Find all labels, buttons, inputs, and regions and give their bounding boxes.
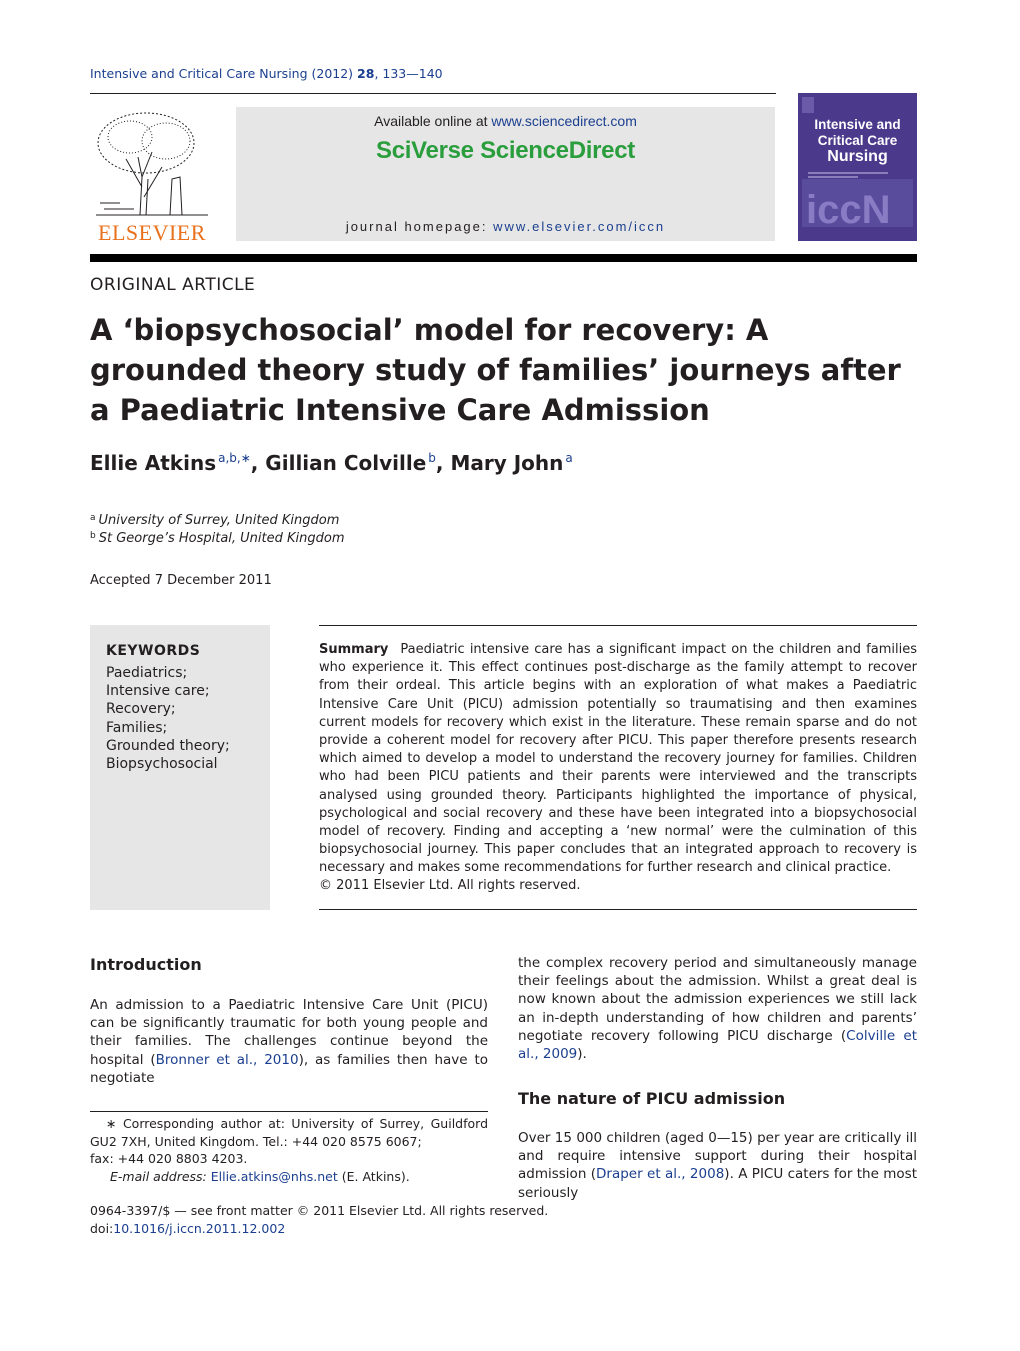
citation-volume: 28	[357, 66, 375, 81]
citation-journal: Intensive and Critical Care Nursing (2012)	[90, 66, 358, 81]
keyword-item: Grounded theory;	[106, 737, 230, 754]
available-prefix: Available online at	[374, 113, 492, 129]
accepted-date: Accepted 7 December 2011	[90, 573, 272, 588]
affiliation-label: b	[90, 531, 96, 541]
keyword-item: Families;	[106, 719, 168, 736]
abstract-rule-top	[319, 625, 917, 626]
svg-text:iccN: iccN	[806, 188, 891, 232]
footnote-text: Corresponding author at: University of Surrey, Guildford GU2 7XH, United Kingdom. Tel.: +44 020 8575 6067;	[90, 1116, 488, 1149]
continued-paragraph	[518, 954, 917, 1063]
header-rule	[90, 93, 776, 94]
affiliation-text: University of Surrey, United Kingdom	[98, 513, 340, 528]
doi-line	[90, 1221, 285, 1236]
affiliation-label: a	[90, 513, 96, 523]
author-name: Ellie Atkins	[90, 451, 217, 475]
email-suffix: (E. Atkins).	[337, 1168, 410, 1184]
homepage-prefix: journal homepage:	[345, 219, 494, 234]
reference-link[interactable]: Colville et al., 2009	[518, 1027, 917, 1063]
affiliation-text: St George’s Hospital, United Kingdom	[98, 531, 345, 546]
issn-line: 0964-3397/$ — see front matter © 2011 Elsevier Ltd. All rights reserved.	[90, 1203, 549, 1218]
sciverse-logo[interactable]: SciVerse ScienceDirect	[376, 137, 635, 164]
keywords-list	[106, 664, 230, 773]
author-affiliation-ref[interactable]: a,b,∗	[218, 451, 251, 465]
abstract	[319, 641, 917, 878]
footnote-email	[90, 1168, 488, 1186]
email-label: E-mail address:	[110, 1168, 211, 1184]
paragraph-text: ). A PICU caters for the most seriously	[518, 1166, 917, 1201]
affiliation	[90, 531, 345, 546]
keywords-heading: KEYWORDS	[106, 643, 201, 659]
author-affiliation-ref[interactable]: b	[428, 451, 436, 465]
reference-link[interactable]: Bronner et al., 2010	[155, 1051, 299, 1068]
keyword-item: Intensive care;	[106, 683, 210, 700]
keyword-item: Recovery;	[106, 701, 176, 718]
author-list	[90, 451, 573, 475]
paragraph-text: An admission to a Paediatric Intensive Care Unit (PICU) can be significantly traumatic for both young people and their families. The challenges continue beyond the hospital (	[90, 997, 488, 1068]
cover-title-line-1: Intensive and	[814, 117, 901, 132]
header-box	[236, 107, 775, 241]
publisher-wordmark: ELSEVIER	[98, 220, 206, 245]
paragraph-text: the complex recovery period and simultaneously manage their feelings about the admission. Whilst a great deal is now known about the admission experiences we still lack an in-depth understanding of how children and parents’ negotiate recovery following PICU discharge (	[518, 955, 917, 1044]
footnote-star: ∗	[106, 1116, 117, 1131]
available-online	[236, 113, 775, 129]
footnote-line	[90, 1115, 488, 1150]
keywords-box	[90, 625, 270, 910]
journal-cover[interactable]	[798, 93, 917, 241]
journal-homepage	[236, 219, 775, 234]
cover-title	[798, 117, 917, 165]
journal-citation[interactable]	[90, 66, 443, 81]
doi-label: doi:	[90, 1221, 114, 1236]
footnote-fax: fax: +44 020 8803 4203.	[90, 1151, 248, 1166]
sciencedirect-link[interactable]: www.sciencedirect.com	[491, 113, 637, 129]
keyword-item: Paediatrics;	[106, 665, 188, 681]
citation-pages: , 133—140	[374, 66, 443, 81]
author-name: , Gillian Colville	[250, 451, 427, 475]
nature-heading: The nature of PICU admission	[518, 1089, 786, 1108]
affiliation	[90, 513, 339, 528]
abstract-text: Paediatric intensive care has a significant impact on the children and families who experience it. This effect continues post-discharge as the family attempt to recover from their ordeal. This article begins with an exploration of what makes a Paediatric Intensive Care Unit (PICU) admission potentially so traumatising and then examines current models for recovery which exist in the literature. These remain sparse and do not provide a coherent model for recovery after PICU. This paper therefore presents research which aimed to develop a model to understand the recovery journey for families. Children who had been PICU patients and their parents were interviewed and the transcripts analysed using grounded theory. Participants highlighted the importance of physical, psychological and social recovery and these have been integrated into a biopsychosocial model of recovery. Finding and accepting a ‘new normal’ were the culmination of this biopsychosocial journey. This paper concludes that an integrated approach to recovery is necessary and makes some recommendations for further research and clinical practice.	[319, 642, 917, 876]
header-thick-rule	[90, 254, 917, 262]
cover-art	[798, 93, 917, 241]
paragraph-text: ).	[577, 1046, 587, 1063]
abstract-rule-bottom	[319, 909, 917, 910]
introduction-paragraph	[90, 996, 488, 1087]
abstract-copyright: © 2011 Elsevier Ltd. All rights reserved.	[319, 878, 581, 893]
nature-paragraph	[518, 1129, 917, 1202]
cover-title-line-3: Nursing	[827, 148, 888, 165]
paragraph-text: ), as families then have to negotiate	[90, 1051, 489, 1086]
keyword-item: Biopsychosocial	[106, 756, 218, 773]
reference-link[interactable]: Draper et al., 2008	[596, 1166, 725, 1183]
paragraph-text: Over 15 000 children (aged 0—15) per year are critically ill and require intensive support during their hospital admission (	[518, 1130, 917, 1183]
article-title: A ‘biopsychosocial’ model for recovery: A grounded theory study of families’ journeys after a Paediatric Intensive Care Admission	[90, 313, 901, 427]
introduction-heading: Introduction	[90, 955, 202, 974]
article-type: ORIGINAL ARTICLE	[90, 275, 256, 295]
corresponding-author-footnote	[90, 1115, 488, 1185]
cover-title-line-2: Critical Care	[817, 133, 898, 148]
footnote-rule	[90, 1111, 488, 1112]
doi-link[interactable]: 10.1016/j.iccn.2011.12.002	[113, 1221, 286, 1236]
homepage-link[interactable]: www.elsevier.com/iccn	[493, 219, 666, 234]
email-link[interactable]: Ellie.atkins@nhs.net	[210, 1168, 338, 1184]
author-name: , Mary John	[435, 451, 564, 475]
abstract-lead: Summary	[319, 642, 389, 657]
author-affiliation-ref[interactable]: a	[565, 451, 573, 465]
